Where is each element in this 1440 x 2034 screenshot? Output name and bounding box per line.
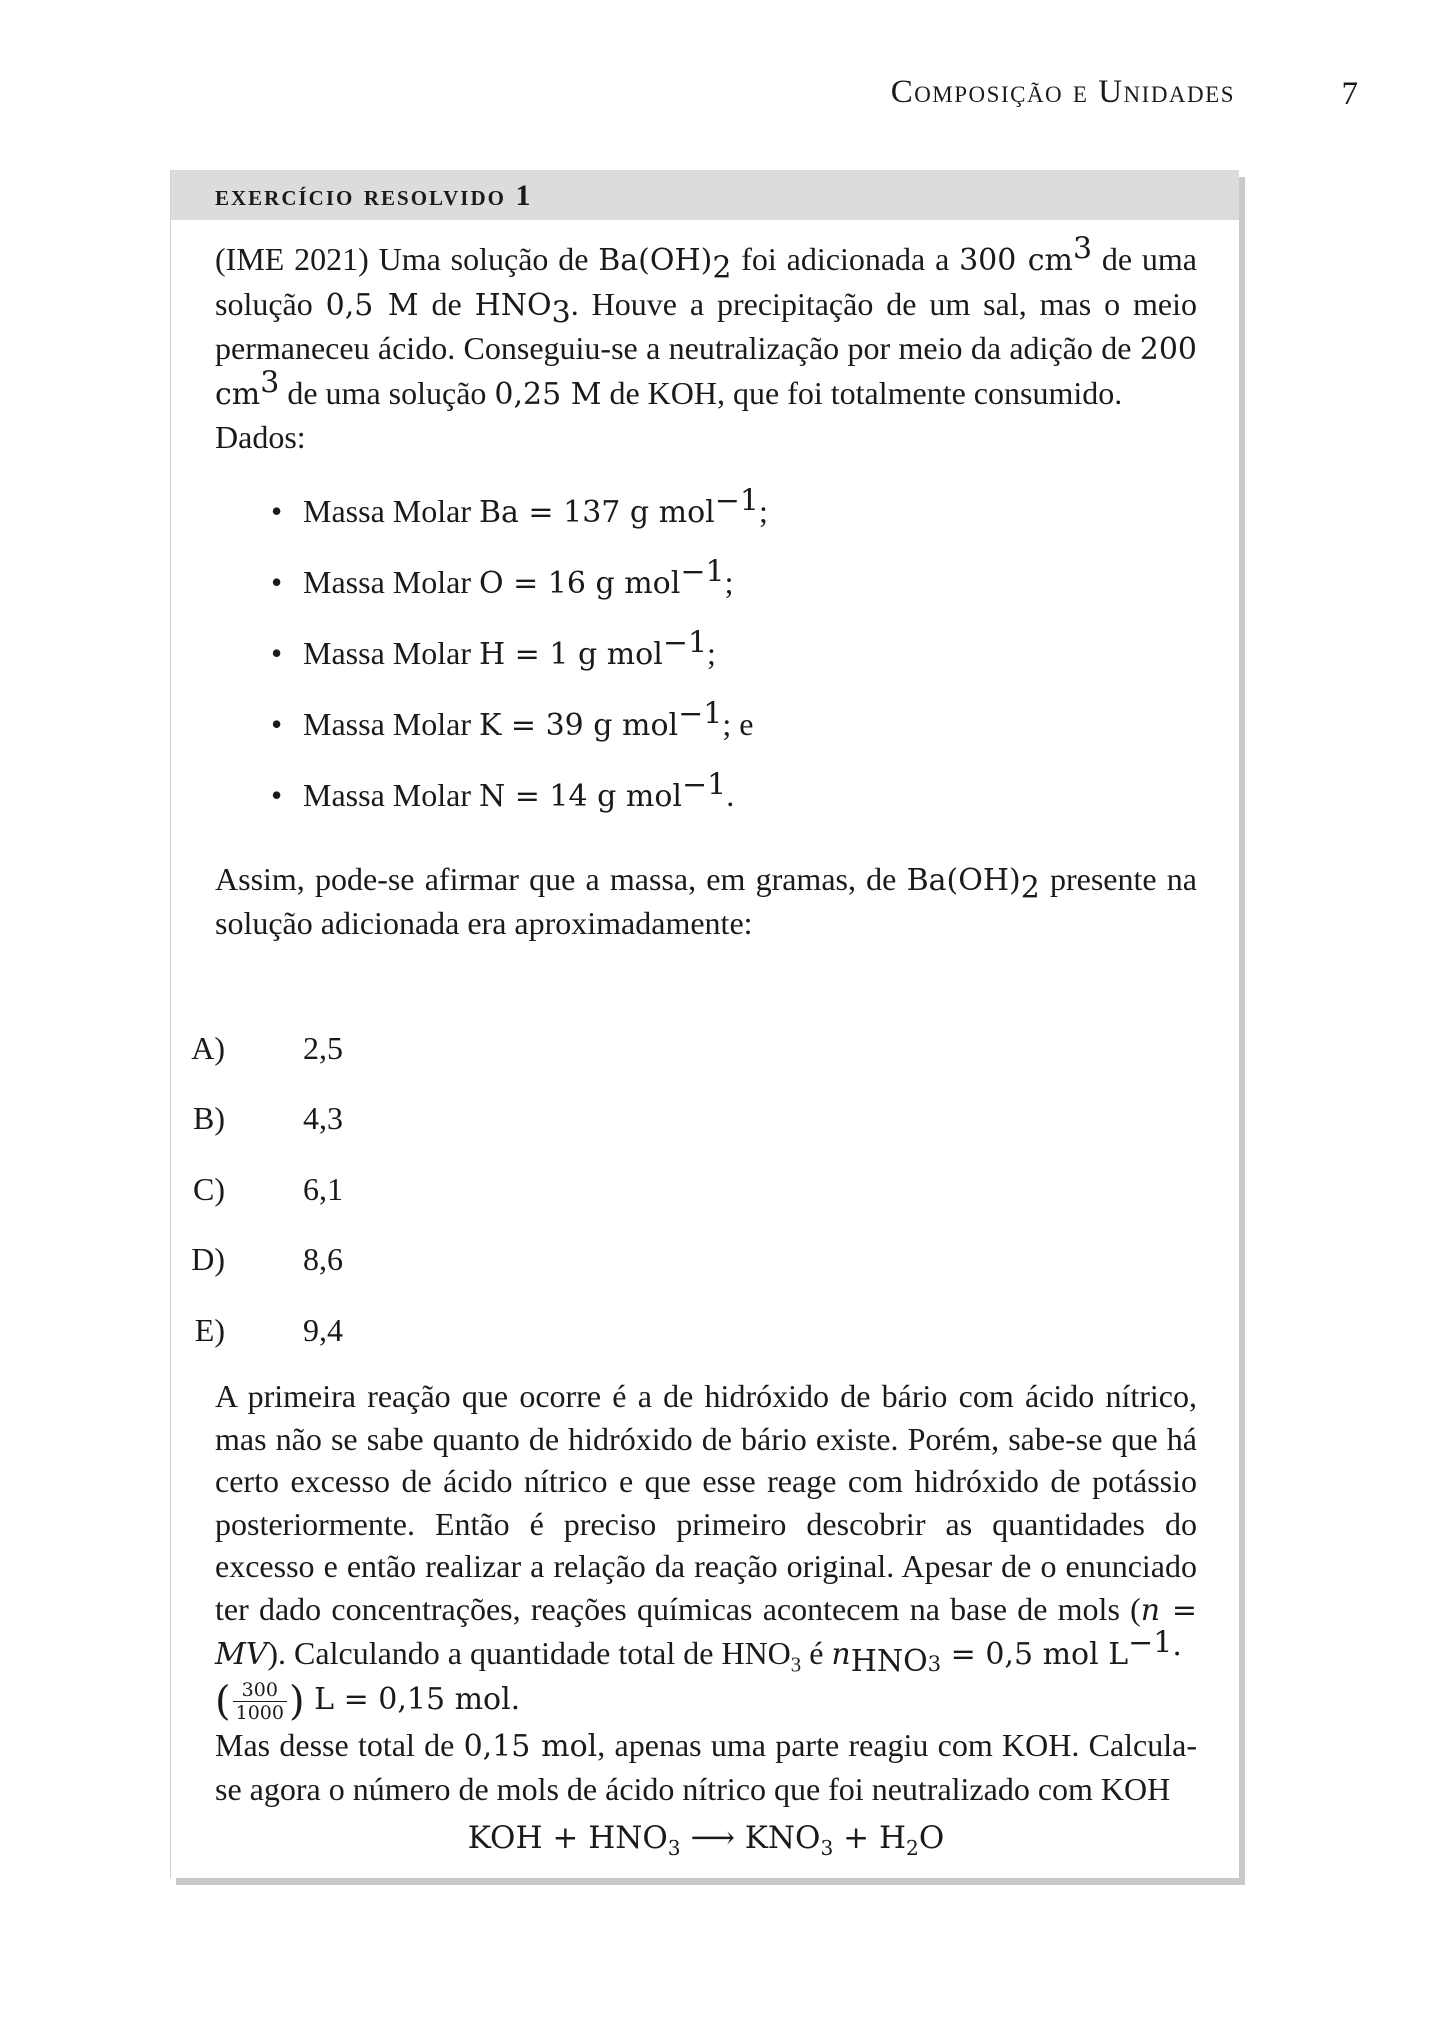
dados-label: Dados: [215,419,306,455]
page-number: 7 [1341,76,1358,112]
solution-paragraph-1: A primeira reação que ocorre é a de hidróxido de bário com ácido nítrico, mas não se sabe quanto de hidróxido de bário existe. Porém, sabe-se que há certo excesso de ácido nítrico e que esse reage com hidróxido de potássio posteriormente. Então é preciso primeiro descobrir as quantidades do excesso e então realizar a relação da reação original. Apesar de o enunciado ter dado concentrações, reações químicas acontecem na base de mols (n = MV). Calculando a quantidade total de $HNO_3$ é $n_{HNO3} = 0,5$ mol $L^{-1}\cdot$ ( $\frac{300}{1000}$ ) L = 0,15 mol. [215,1378,1197,1724]
bullet-icon: • [271,776,283,813]
option-c: C) 6,1 [193,1170,343,1207]
solution-paragraph-2: Mas desse total de 0,15 mol, apenas uma parte reagiu com KOH. Calcula-se agora o número de mols de ácido nítrico que foi neutralizado com KOH [215,1726,1197,1808]
exercise-body [171,220,1239,1859]
bullet-icon: • [271,634,283,671]
exercise-box [170,170,1239,1878]
list-item: • Massa Molar Ba = 137 g mol$^{-1}$; [215,483,1197,554]
fraction: $\frac{300}{1000}$ [233,1679,287,1724]
molar-mass-list [215,483,1197,838]
running-head [0,74,1440,122]
chemical-equation: KOH + $HNO_3$ ⟶ $KNO_3 + H_2O$ [467,1819,945,1860]
option-e: E) 9,4 [194,1311,343,1348]
bullet-icon: • [271,492,283,529]
question-text: Assim, pode-se afirmar que a massa, em gramas, de $Ba(OH)_2$ presente na solução adicionada era aproximadamente: [215,860,1198,941]
answer-options [191,1013,1197,1366]
option-d: D) 8,6 [191,1241,343,1277]
bullet-icon: • [271,563,283,600]
option-b: B) 4,3 [193,1100,343,1136]
exercise-statement: (IME 2021) Uma solução de $Ba(OH)_2$ foi adicionada a 300 $cm^3$ de uma solução 0,5 M de $HNO_3$. Houve a precipitação de um sal, mas o meio permaneceu ácido. Conseguiu-se a neutralização por meio da adição de 200 $cm^3$ de uma solução 0,25 M de KOH, que foi totalmente consumido. [215,231,1198,412]
exercise-heading: exercício resolvido 1 [171,170,1239,220]
list-item: • Massa Molar H = 1 g mol$^{-1}$; [215,625,1197,696]
option-a: A) 2,5 [191,1029,343,1066]
list-item: • Massa Molar O = 16 g mol$^{-1}$; [215,554,1197,625]
list-item: • Massa Molar K = 39 g mol$^{-1}$; e [215,696,1197,767]
list-item: • Massa Molar N = 14 g mol$^{-1}$. [215,767,1197,838]
running-title: Composição e Unidades [890,74,1235,110]
bullet-icon: • [271,705,283,742]
